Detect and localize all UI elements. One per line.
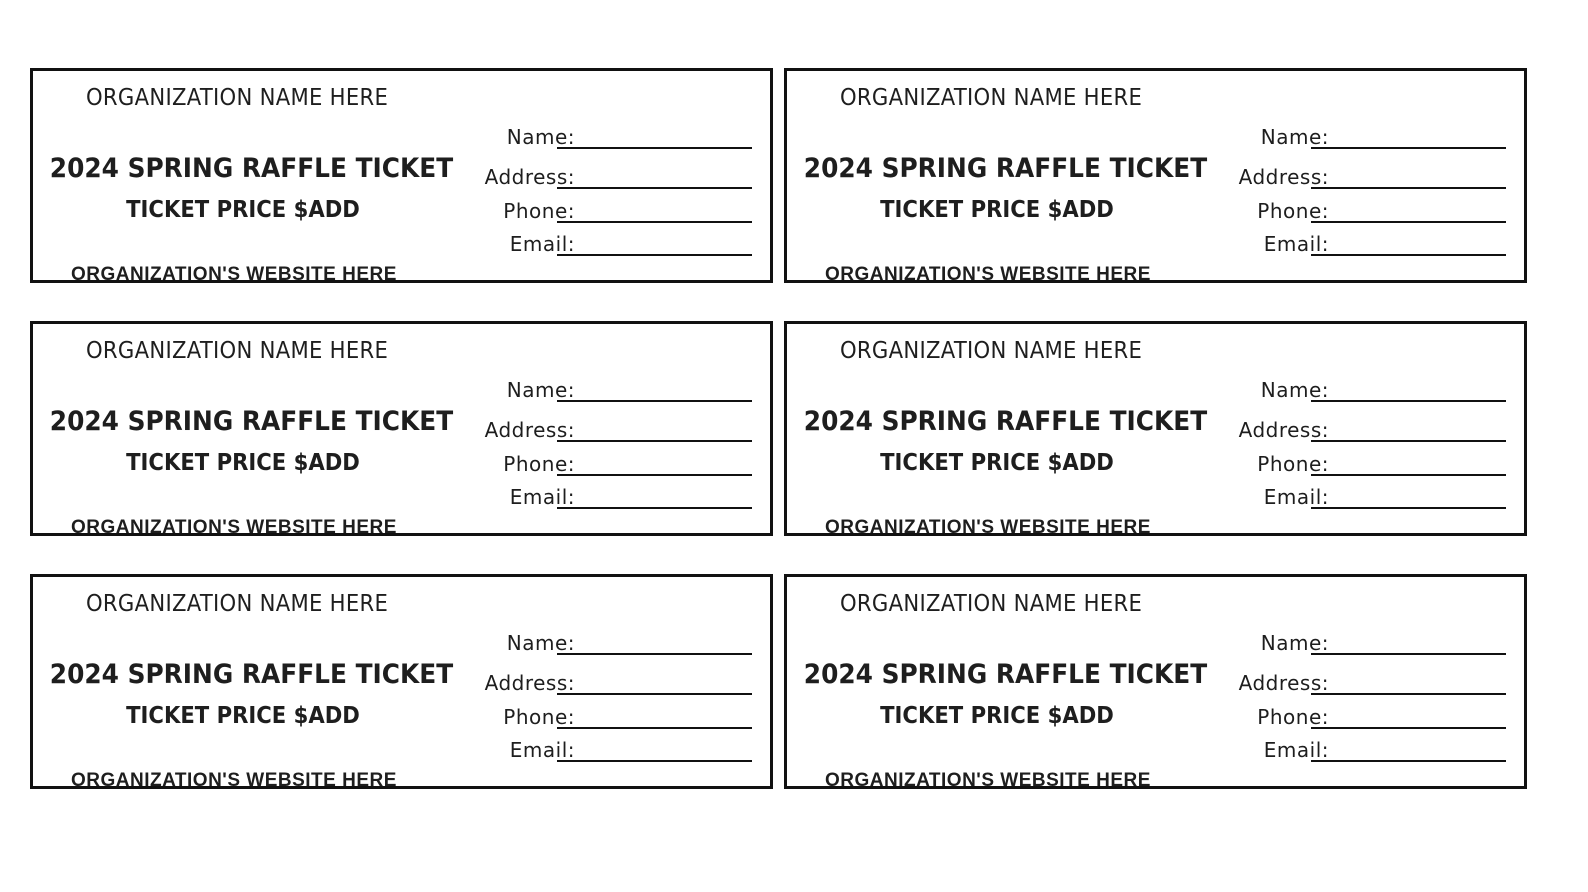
ticket-entry-fields (1197, 324, 1527, 533)
field-blank-line[interactable] (557, 400, 752, 402)
field-row (443, 738, 773, 764)
field-row (1197, 378, 1527, 404)
field-blank-line[interactable] (1311, 147, 1506, 149)
organization-website: ORGANIZATION'S WEBSITE HERE (71, 517, 397, 538)
field-label: Email: (509, 738, 575, 762)
organization-website: ORGANIZATION'S WEBSITE HERE (825, 264, 1151, 285)
organization-name: ORGANIZATION NAME HERE (840, 591, 1143, 617)
field-blank-line[interactable] (1311, 760, 1506, 762)
field-row (443, 125, 773, 151)
ticket-info (787, 71, 1207, 280)
field-blank-line[interactable] (557, 507, 752, 509)
field-row (443, 671, 773, 697)
raffle-ticket (784, 321, 1527, 536)
field-label: Name: (506, 125, 575, 149)
field-row (1197, 165, 1527, 191)
field-label: Email: (509, 232, 575, 256)
ticket-price: TICKET PRICE $ADD (126, 197, 360, 223)
field-row (1197, 452, 1527, 478)
organization-website: ORGANIZATION'S WEBSITE HERE (71, 264, 397, 285)
ticket-price: TICKET PRICE $ADD (880, 197, 1114, 223)
ticket-info (33, 71, 453, 280)
field-label: Name: (506, 631, 575, 655)
field-label: Phone: (503, 452, 575, 476)
organization-website: ORGANIZATION'S WEBSITE HERE (825, 517, 1151, 538)
organization-name: ORGANIZATION NAME HERE (840, 85, 1143, 111)
organization-name: ORGANIZATION NAME HERE (86, 591, 389, 617)
field-row (443, 631, 773, 657)
field-blank-line[interactable] (1311, 400, 1506, 402)
field-blank-line[interactable] (557, 760, 752, 762)
ticket-entry-fields (443, 71, 773, 280)
raffle-ticket (30, 321, 773, 536)
organization-name: ORGANIZATION NAME HERE (840, 338, 1143, 364)
field-blank-line[interactable] (557, 254, 752, 256)
field-label: Phone: (1257, 452, 1329, 476)
ticket-entry-fields (443, 324, 773, 533)
field-blank-line[interactable] (1311, 507, 1506, 509)
field-row (1197, 418, 1527, 444)
field-label: Name: (506, 378, 575, 402)
field-label: Address: (484, 165, 575, 189)
field-blank-line[interactable] (1311, 187, 1506, 189)
field-label: Email: (1263, 738, 1329, 762)
field-row (1197, 738, 1527, 764)
ticket-price: TICKET PRICE $ADD (880, 703, 1114, 729)
raffle-ticket (784, 68, 1527, 283)
field-label: Address: (1238, 165, 1329, 189)
field-blank-line[interactable] (557, 147, 752, 149)
field-blank-line[interactable] (557, 440, 752, 442)
field-label: Address: (1238, 671, 1329, 695)
field-row (443, 452, 773, 478)
field-row (443, 485, 773, 511)
field-label: Phone: (1257, 199, 1329, 223)
ticket-info (33, 577, 453, 786)
field-label: Name: (1260, 125, 1329, 149)
field-blank-line[interactable] (1311, 727, 1506, 729)
field-row (443, 705, 773, 731)
field-blank-line[interactable] (1311, 254, 1506, 256)
field-label: Address: (484, 671, 575, 695)
ticket-info (33, 324, 453, 533)
raffle-ticket (30, 68, 773, 283)
field-label: Phone: (503, 705, 575, 729)
organization-name: ORGANIZATION NAME HERE (86, 85, 389, 111)
raffle-title: 2024 SPRING RAFFLE TICKET (49, 153, 454, 184)
raffle-title: 2024 SPRING RAFFLE TICKET (803, 406, 1208, 437)
field-label: Phone: (503, 199, 575, 223)
field-blank-line[interactable] (557, 653, 752, 655)
field-label: Phone: (1257, 705, 1329, 729)
raffle-ticket (30, 574, 773, 789)
field-label: Address: (484, 418, 575, 442)
field-row (443, 165, 773, 191)
ticket-price: TICKET PRICE $ADD (126, 703, 360, 729)
field-row (443, 378, 773, 404)
field-row (1197, 485, 1527, 511)
organization-name: ORGANIZATION NAME HERE (86, 338, 389, 364)
field-label: Email: (509, 485, 575, 509)
field-row (1197, 199, 1527, 225)
field-label: Name: (1260, 631, 1329, 655)
field-blank-line[interactable] (1311, 653, 1506, 655)
ticket-entry-fields (443, 577, 773, 786)
raffle-ticket (784, 574, 1527, 789)
field-row (443, 199, 773, 225)
field-row (1197, 671, 1527, 697)
organization-website: ORGANIZATION'S WEBSITE HERE (71, 770, 397, 791)
field-label: Address: (1238, 418, 1329, 442)
field-row (1197, 705, 1527, 731)
field-blank-line[interactable] (557, 474, 752, 476)
field-blank-line[interactable] (1311, 693, 1506, 695)
ticket-price: TICKET PRICE $ADD (126, 450, 360, 476)
field-row (1197, 125, 1527, 151)
field-row (1197, 631, 1527, 657)
field-label: Email: (1263, 232, 1329, 256)
ticket-price: TICKET PRICE $ADD (880, 450, 1114, 476)
field-label: Name: (1260, 378, 1329, 402)
field-blank-line[interactable] (1311, 474, 1506, 476)
raffle-title: 2024 SPRING RAFFLE TICKET (49, 659, 454, 690)
organization-website: ORGANIZATION'S WEBSITE HERE (825, 770, 1151, 791)
field-blank-line[interactable] (1311, 221, 1506, 223)
field-blank-line[interactable] (557, 727, 752, 729)
ticket-entry-fields (1197, 577, 1527, 786)
field-blank-line[interactable] (557, 693, 752, 695)
raffle-title: 2024 SPRING RAFFLE TICKET (803, 659, 1208, 690)
field-blank-line[interactable] (1311, 440, 1506, 442)
field-blank-line[interactable] (557, 221, 752, 223)
field-row (1197, 232, 1527, 258)
ticket-entry-fields (1197, 71, 1527, 280)
ticket-info (787, 577, 1207, 786)
field-label: Email: (1263, 485, 1329, 509)
ticket-info (787, 324, 1207, 533)
field-blank-line[interactable] (557, 187, 752, 189)
field-row (443, 418, 773, 444)
raffle-title: 2024 SPRING RAFFLE TICKET (803, 153, 1208, 184)
raffle-title: 2024 SPRING RAFFLE TICKET (49, 406, 454, 437)
field-row (443, 232, 773, 258)
